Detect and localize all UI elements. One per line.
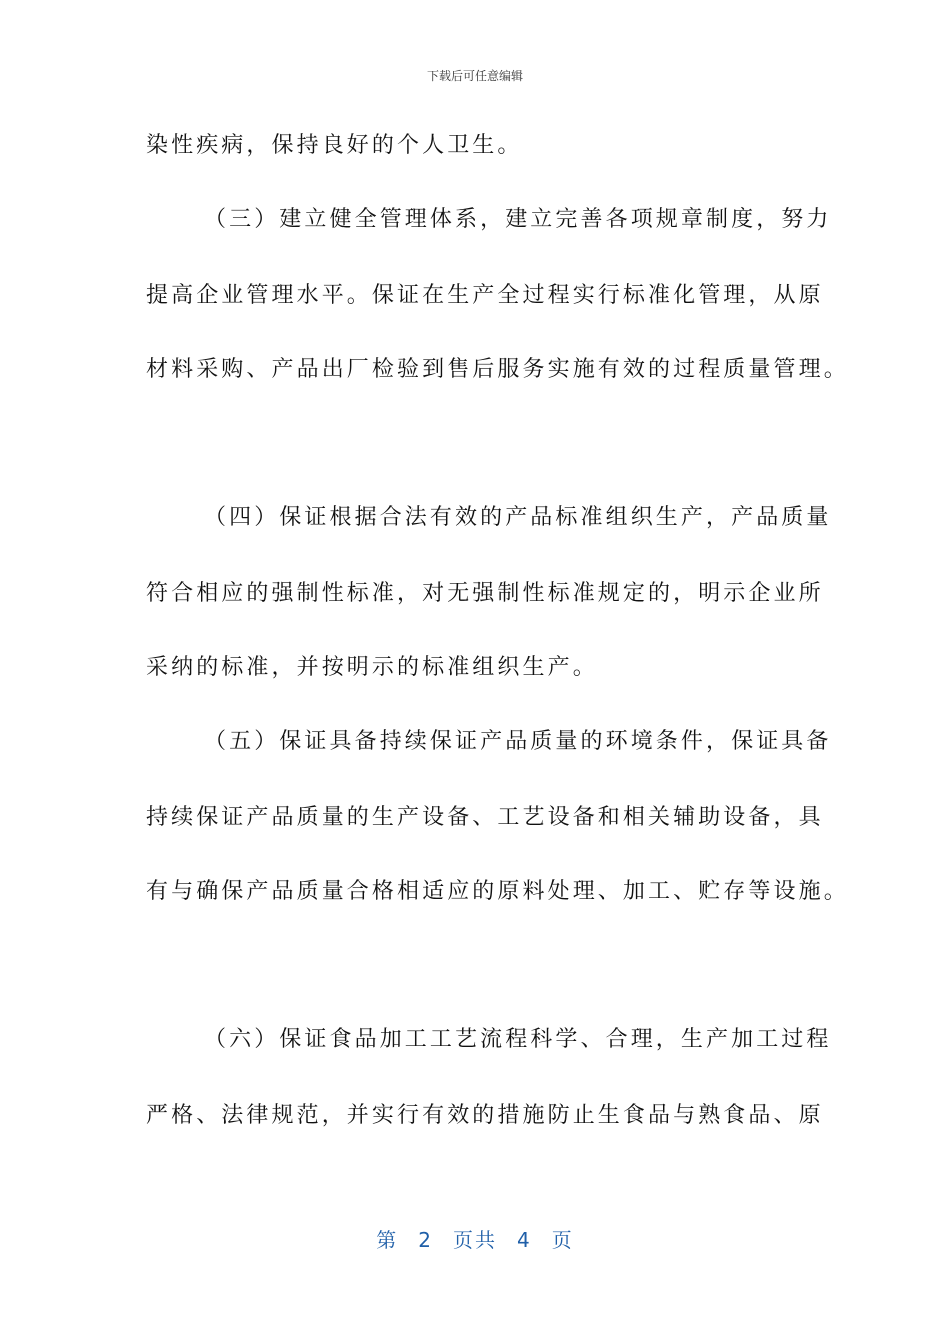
body-line-3: 提高企业管理水平。保证在生产全过程实行标准化管理，从原: [146, 283, 824, 308]
body-line-4: 材料采购、产品出厂检验到售后服务实施有效的过程质量管理。: [146, 357, 849, 382]
footer-total-pages: 4: [517, 1228, 532, 1252]
body-line-12: 严格、法律规范，并实行有效的措施防止生食品与熟食品、原: [146, 1103, 824, 1128]
body-line-7: 采纳的标准，并按明示的标准组织生产。: [146, 655, 598, 680]
body-line-8: （五）保证具备持续保证产品质量的环境条件，保证具备: [204, 729, 832, 754]
footer-current-page: 2: [418, 1228, 433, 1252]
body-line-5: （四）保证根据合法有效的产品标准组织生产，产品质量: [204, 505, 832, 530]
body-line-11: （六）保证食品加工工艺流程科学、合理，生产加工过程: [204, 1027, 832, 1052]
body-line-2: （三）建立健全管理体系，建立完善各项规章制度，努力: [204, 207, 832, 232]
body-line-1: 染性疾病，保持良好的个人卫生。: [146, 133, 523, 158]
body-line-6: 符合相应的强制性标准，对无强制性标准规定的，明示企业所: [146, 581, 824, 606]
body-line-10: 有与确保产品质量合格相适应的原料处理、加工、贮存等设施。: [146, 879, 849, 904]
body-line-9: 持续保证产品质量的生产设备、工艺设备和相关辅助设备，具: [146, 805, 824, 830]
footer-middle: 页共: [453, 1228, 497, 1252]
footer-suffix: 页: [551, 1228, 574, 1252]
page-number-footer: [0, 1224, 950, 1253]
footer-prefix: 第: [376, 1228, 399, 1252]
page-header-note: 下载后可任意编辑: [426, 69, 523, 83]
